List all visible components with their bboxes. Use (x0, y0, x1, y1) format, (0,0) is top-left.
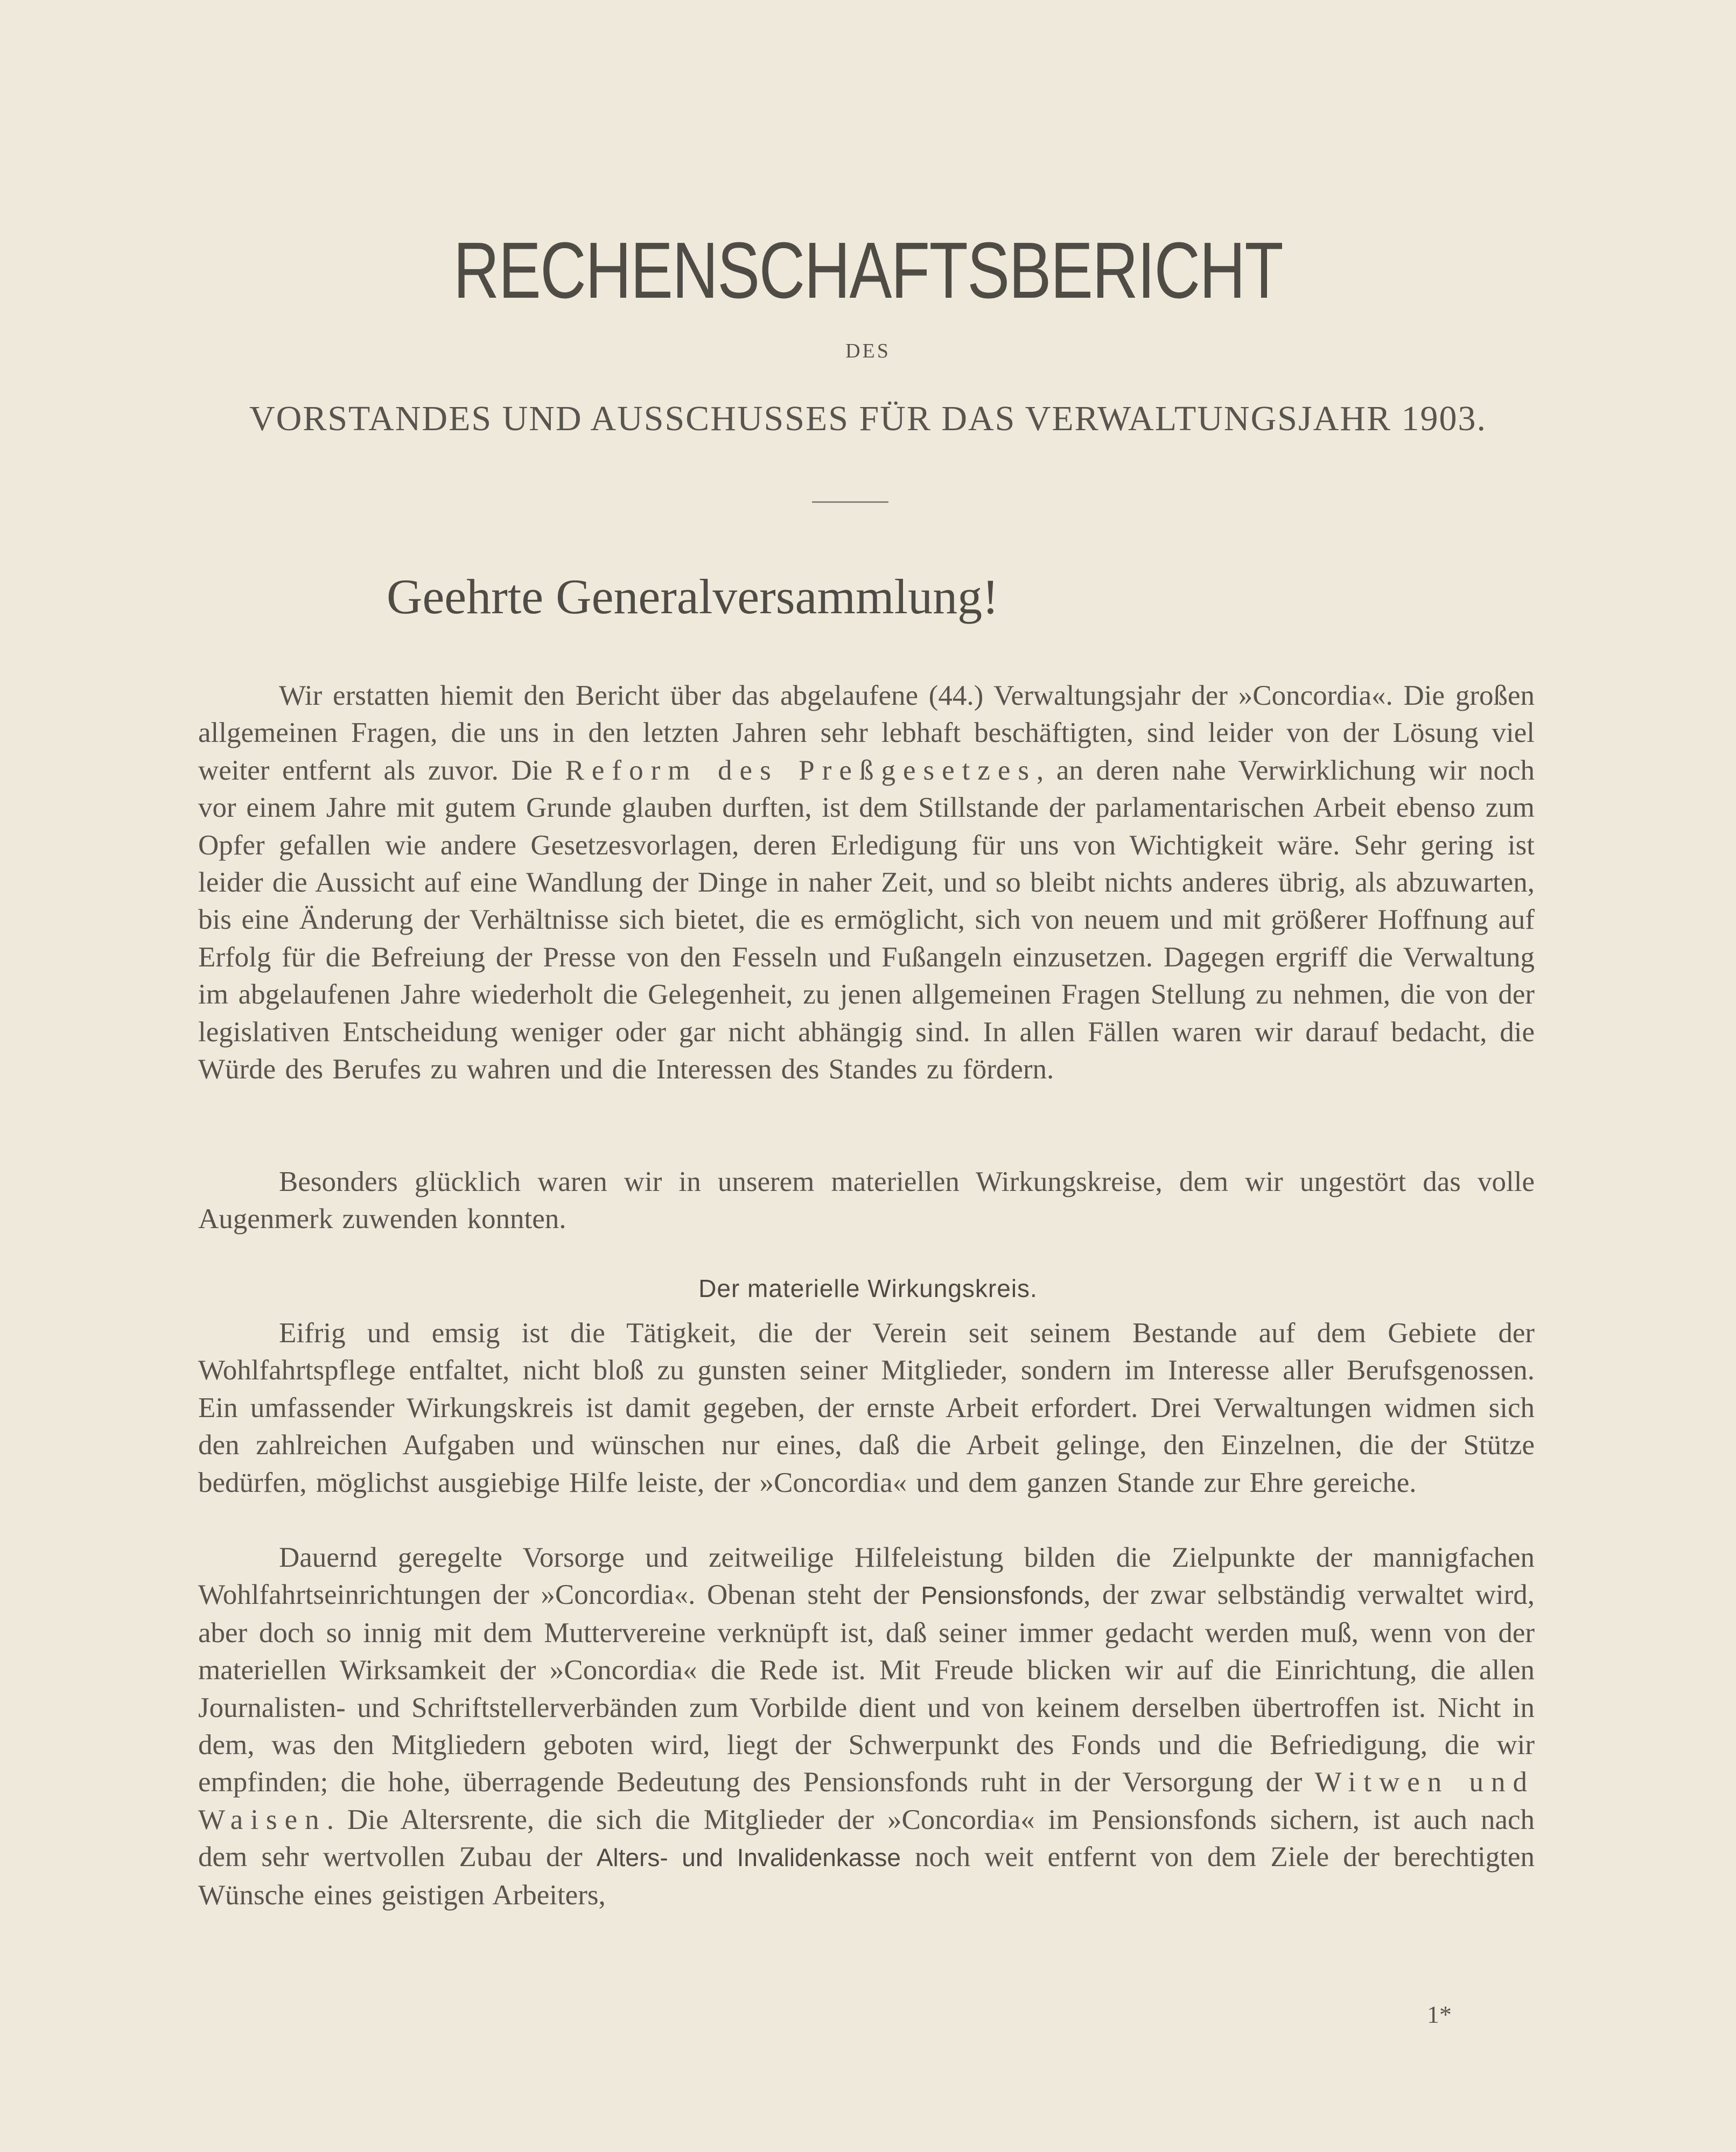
paragraph-3: Eifrig und emsig ist die Tätigkeit, die der Verein seit seinem Bestande auf dem Gebiete der Wohlfahrtspflege entfaltet, nicht bloß zu gunsten seiner Mitglieder, sondern im Interesse aller Berufsgenossen. Ein umfassender Wirkungskreis ist damit gegeben, der ernste Arbeit erfordert. Drei Verwaltungen widmen sich den zahlreichen Aufgaben und wünschen nur eines, daß die Arbeit gelinge, den Einzelnen, die der Stütze bedürfen, möglichst ausgiebige Hilfe leiste, der »Concordia« und dem ganzen Stande zur Ehre gereiche. (198, 1317, 1535, 1498)
page-number: 1* (1427, 2001, 1452, 2028)
emphasis-invalidenkasse: Alters- und Invalidenkasse (596, 1843, 901, 1872)
emphasis-witwen-waisen: Witwen und Waisen (198, 1767, 1535, 1835)
emphasis-reform: Reform des Preßgesetzes (565, 754, 1037, 786)
title-connector: DES (845, 340, 891, 362)
emphasis-pensionsfonds: Pensionsfonds (921, 1581, 1084, 1610)
paragraph-2: Besonders glücklich waren wir in unserem materiellen Wirkungskreise, dem wir ungestört das volle Augenmerk zuwenden konnten. (198, 1166, 1535, 1235)
document-title: RECHENSCHAFTSBERICHT (453, 226, 1283, 315)
paragraph-1-text-b: , an deren nahe Verwirklichung wir noch vor einem Jahre mit gutem Grunde glauben durften, ist dem Stillstande der parlamentarischen Arbeit ebenso zum Opfer gefallen wie andere Gesetzesvorlagen, deren Erledigung für uns von Wichtigkeit wäre. Sehr gering ist leider die Aussicht auf eine Wandlung der Dinge in naher Zeit, und so bleibt nichts anderes übrig, als abzuwarten, bis eine Änderung der Verhältnisse sich bietet, die es ermöglicht, sich von neuem und mit größerer Hoffnung auf Erfolg für die Befreiung der Presse von den Fesseln und Fußangeln einzusetzen. Dagegen ergriff die Verwaltung im abgelaufenen Jahre wiederholt die Gelegenheit, zu jenen allgemeinen Fragen Stellung zu nehmen, die von der legislativen Entscheidung weniger oder gar nicht abhängig sind. In allen Fällen waren wir darauf bedacht, die Würde des Berufes zu wahren und die Interessen des Standes zu fördern. (198, 754, 1535, 1085)
paragraph-4-text-a: Dauernd geregelte Vorsorge und zeitweilige Hilfeleistung bilden die Zielpunkte der mannigfachen Wohlfahrtseinrichtungen der »Concordia«. Obenan steht der (198, 1542, 1535, 1611)
paragraph-1 (198, 677, 1535, 1088)
paragraph-4 (198, 1539, 1535, 1914)
paragraph-4-text-b: , der zwar selbständig verwaltet wird, aber doch so innig mit dem Muttervereine verknüpft ist, daß seiner immer gedacht werden muß, wenn von der materiellen Wirksamkeit der »Concordia« die Rede ist. Mit Freude blicken wir auf die Einrichtung, die allen Journalisten- und Schriftstellerverbänden zum Vorbilde dient und von keinem derselben übertroffen ist. Nicht in dem, was den Mitgliedern geboten wird, liegt der Schwerpunkt des Fonds und die Befriedigung, die wir empfinden; die hohe, überragende Bedeutung des Pensionsfonds ruht in der Versorgung der (198, 1579, 1535, 1798)
section-heading: Der materielle Wirkungskreis. (698, 1274, 1038, 1302)
paragraph-4-text-d: noch weit entfernt von dem Ziele der berechtigten Wünsche eines geistigen Arbeiters, (198, 1841, 1535, 1911)
greeting-heading: Geehrte Generalversammlung! (387, 569, 999, 624)
paragraph-1-text-a: Wir erstatten hiemit den Bericht über das abgelaufene (44.) Verwaltungsjahr der »Concordia«. Die großen allgemeinen Fragen, die uns in den letzten Jahren sehr lebhaft beschäftigten, sind leider von der Lösung viel weiter entfernt als zuvor. Die (198, 680, 1535, 786)
title-divider (812, 501, 888, 503)
document-subtitle: VORSTANDES UND AUSSCHUSSES FÜR DAS VERWALTUNGSJAHR 1903. (249, 399, 1487, 438)
paragraph-4-text-c: . Die Altersrente, die sich die Mitglieder der »Concordia« im Pensionsfonds sichern, ist auch nach dem sehr wertvollen Zubau der (198, 1804, 1535, 1873)
